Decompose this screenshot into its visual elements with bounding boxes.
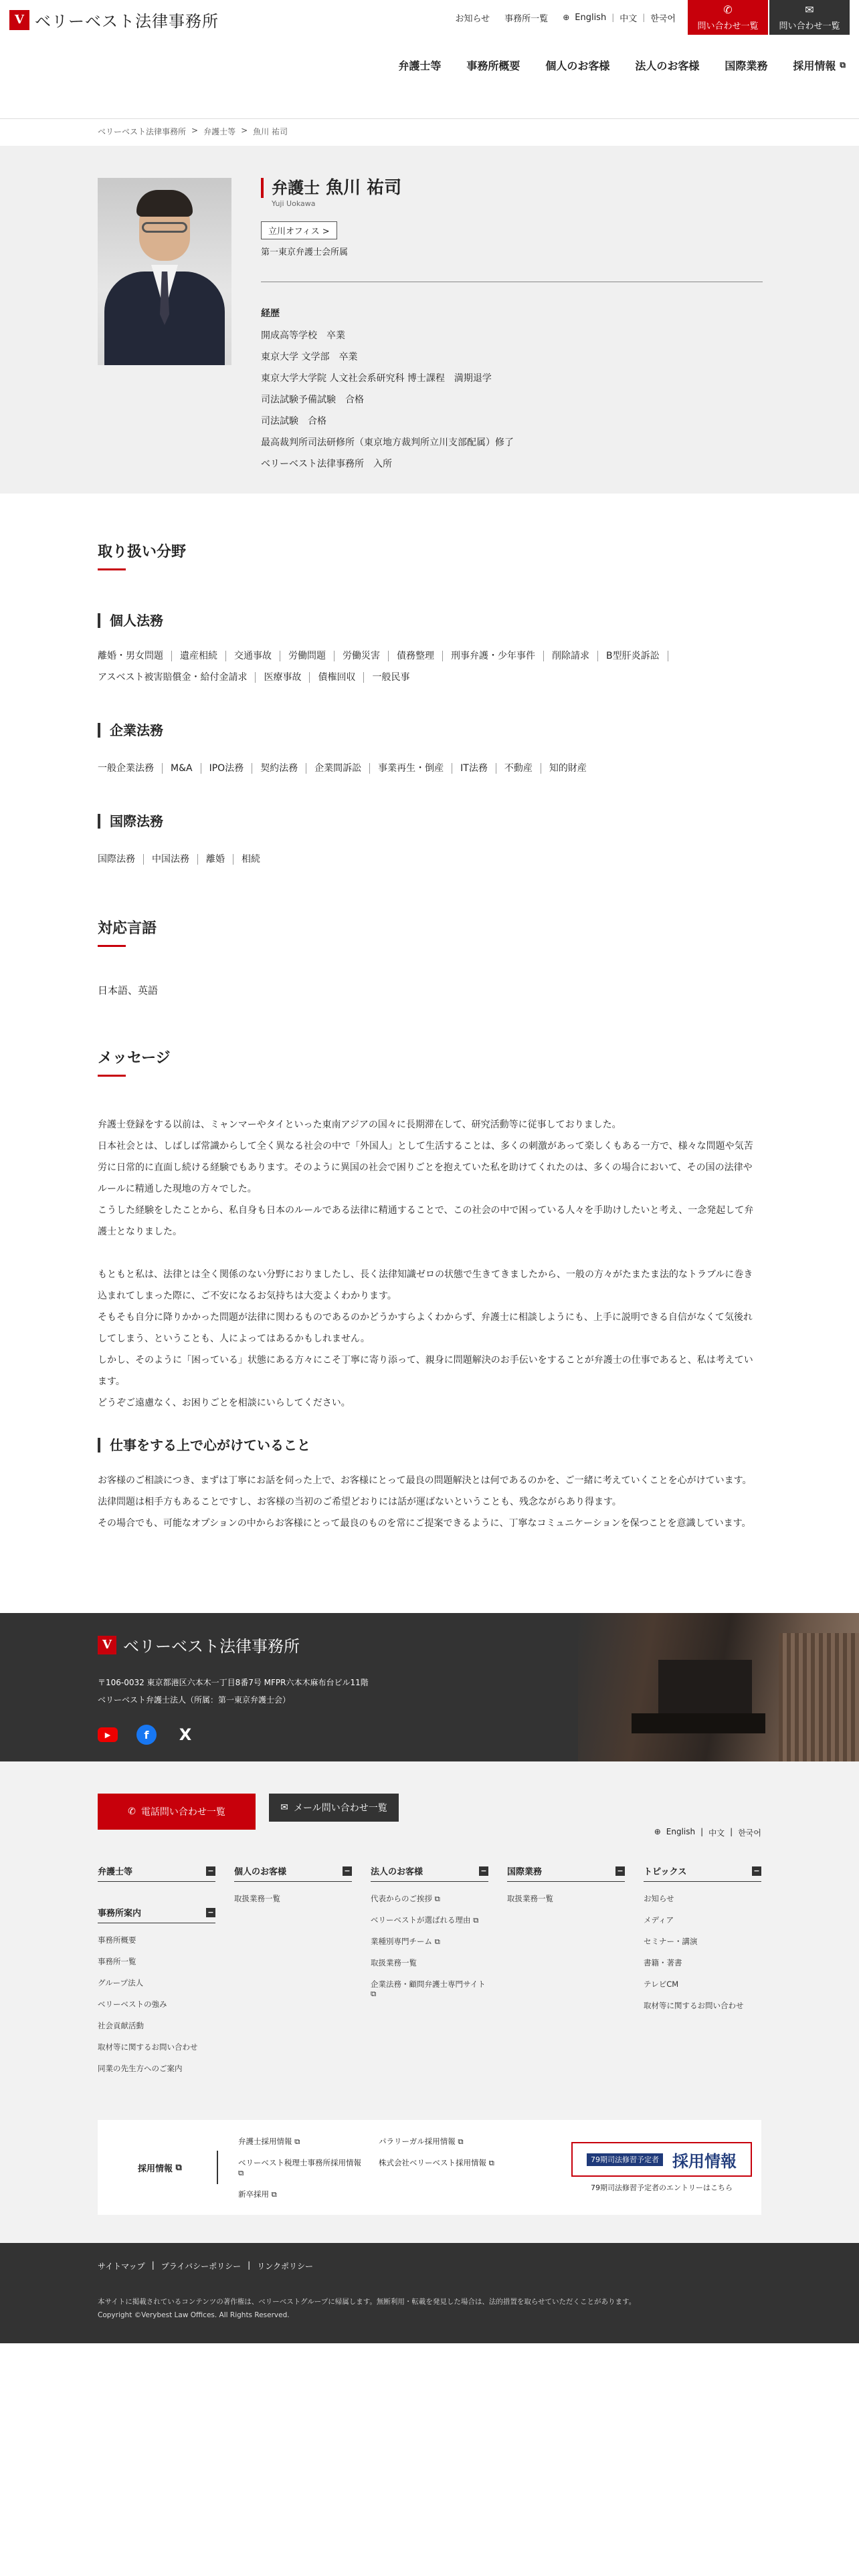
recruit-links (238, 2136, 506, 2199)
global-nav (398, 58, 846, 73)
footer-link[interactable]: グループ法人 (98, 1978, 144, 1988)
intl-tags (98, 849, 761, 870)
breadcrumb-current: 魚川 祐司 (253, 127, 288, 136)
lang-en[interactable]: English (575, 12, 607, 23)
logo-text: ベリーベスト法律事務所 (35, 12, 219, 31)
practice-tag: 労働災害 (335, 651, 389, 661)
footer-link[interactable]: セミナー・講演 (644, 1937, 698, 1946)
nav-item-individual[interactable]: 個人のお客様 (545, 60, 610, 72)
practice-tag: 離婚 (198, 854, 233, 865)
practice-tag: 債務整理 (389, 651, 443, 661)
footer-link[interactable]: メディア (644, 1915, 674, 1925)
recruit-label: 採用情報 ⧉ (98, 2151, 218, 2184)
mail-icon: ✉ (280, 1802, 288, 1813)
practice-tag: 相続 (242, 854, 260, 865)
footer-logo[interactable]: V ベリーベスト法律事務所 (98, 1633, 369, 1656)
practice-tag: 削除請求 (544, 651, 598, 661)
recruit-link[interactable]: 新卒採用 ⧉ (238, 2189, 277, 2199)
lawyer-name: 弁護士 魚川 祐司 (261, 178, 763, 198)
career-item: 最高裁判所司法研修所（東京地方裁判所立川支部配属）修了 (261, 437, 514, 448)
utility-bar (456, 0, 850, 35)
logo-mark-icon: V (9, 10, 29, 30)
footer-col-international (507, 1864, 625, 2085)
message-sub-body (98, 1470, 761, 1534)
recruit-box (98, 2120, 761, 2215)
career-item: 司法試験 合格 (261, 416, 326, 427)
practice-tag: 契約法務 (252, 763, 306, 774)
intl-heading: 国際法務 (98, 814, 761, 829)
practice-tag: 事業再生・倒産 (370, 763, 452, 774)
breadcrumb-home[interactable]: ベリーベスト法律事務所 (98, 127, 187, 136)
corporate-tags (98, 758, 761, 779)
logo-mark-icon: V (98, 1636, 116, 1654)
footer-col-corporate (371, 1864, 488, 2085)
nav-item-corporate[interactable]: 法人のお客様 (635, 60, 700, 72)
recruit-link[interactable]: パラリーガル採用情報 ⧉ (379, 2136, 464, 2146)
footer-link[interactable]: テレビCM (644, 1979, 679, 1989)
practice-tag: 知的財産 (549, 763, 587, 774)
nav-item-about[interactable]: 事務所概要 (466, 60, 520, 72)
lang-en[interactable]: English (666, 1827, 696, 1836)
footer-link[interactable]: 取扱業務一覧 (507, 1894, 553, 1903)
corporate-heading: 企業法務 (98, 723, 761, 738)
social-links (98, 1725, 369, 1745)
footer-link[interactable]: 業種別専門チーム ⧉ (371, 1937, 440, 1946)
recruit-link[interactable]: 株式会社ベリーベスト採用情報 ⧉ (379, 2157, 494, 2167)
site-logo[interactable] (9, 8, 219, 31)
career-item: 開成高等学校 卒業 (261, 330, 345, 341)
message-sub-heading: 仕事をする上で心がけていること (98, 1438, 761, 1453)
minus-icon: − (615, 1866, 625, 1876)
profile-section (0, 146, 859, 494)
recruit-caption: 79期司法修習予定者のエントリーはこちら (591, 2183, 733, 2192)
individual-tags (98, 645, 761, 688)
footer-mail-button[interactable]: ✉ メール問い合わせ一覧 (269, 1794, 399, 1822)
footer-columns (98, 1864, 761, 2085)
footer-col-lawyers (98, 1864, 215, 2085)
footer-link[interactable]: ベリーベストが選ばれる理由 ⧉ (371, 1915, 479, 1925)
lawyer-photo (98, 178, 231, 365)
practice-tag: 離婚・男女問題 (98, 651, 172, 661)
footer-link[interactable]: 事務所一覧 (98, 1957, 136, 1966)
practice-tag: 医療事故 (256, 672, 310, 683)
minus-icon: − (752, 1866, 761, 1876)
footer-col-heading[interactable]: 法人のお客様 − (371, 1864, 488, 1882)
lang-ko[interactable]: 한국어 (738, 1828, 761, 1838)
external-link-icon: ⧉ (434, 1937, 440, 1946)
career-heading: 経歴 (261, 308, 280, 319)
practice-tag: 不動産 (496, 763, 541, 774)
languages-value: 日本語、英語 (98, 984, 159, 996)
recruit-link[interactable]: 弁護士採用情報 ⧉ (238, 2136, 300, 2146)
mail-contact-button[interactable]: ✉ 問い合わせ一覧 (769, 0, 850, 35)
minus-icon: − (206, 1908, 215, 1917)
recruit-banner[interactable]: 79期司法修習予定者 採用情報 79期司法修習予定者のエントリーはこちら (571, 2142, 752, 2193)
footer-link[interactable]: 書籍・著書 (644, 1958, 682, 1967)
lang-zh[interactable]: 中文 (619, 13, 638, 24)
language-switcher: ⊕ English | 中文 | 한국어 (563, 12, 676, 24)
minus-icon: − (479, 1866, 488, 1876)
languages-heading: 対応言語 (98, 917, 761, 947)
practice-tag: アスベスト被害賠償金・給付金請求 (98, 672, 256, 683)
footer-link[interactable]: 事務所概要 (98, 1935, 136, 1945)
mail-icon: ✉ (805, 3, 814, 16)
practice-tag: 労働問題 (280, 651, 335, 661)
message-paragraph: お客様のご相談につき、まずは丁寧にお話を伺った上で、お客様にとって最良の問題解決とは何であるのかを、ご一緒に考えていくことを心がけています。 法律問題は相手方もあることですし、お客様の当初のご希望どおりには話が運ばないということも、残念ながらあり得ます。 その場合でも、可能なオプションの中からお客様にとって最良のものを常にご提案できるように、丁寧なコミュニケーションを保つことを意識しています。 (98, 1475, 752, 1529)
copyright-notice: 本サイトに掲載されているコンテンツの著作権は、ベリーベストグループに帰属します。無断利用・転載を発見した場合は、法的措置を取らせていただくことがあります。 Copyright ©Verybest Law Offices. All Rights Reserved. (98, 2298, 636, 2319)
phone-icon: ✆ (128, 1806, 136, 1817)
message-paragraph: 弁護士登録をする以前は、ミャンマーやタイといった東南アジアの国々に長期滞在して、研究活動等に従事しておりました。 日本社会とは、しばしば常識からして全く異なる社会の中で「外国人」として生活することは、多くの刺激があって楽しくもある一方で、様々な問題や気苦労に日常的に直面し続ける経験でもあります。そのように異国の社会で困りごとを抱えていた私を助けてくれたのは、多くの場合において、その国の法律やルールに精通した現地の方々でした。 こうした経験をしたことから、私自身も日本のルールである法律に精通することで、この社会の中で困っている人々を手助けしたいと考え、一念発起して弁護士となりました。 (98, 1119, 754, 1237)
util-link-offices[interactable]: 事務所一覧 (504, 13, 549, 24)
nav-item-recruit[interactable]: 採用情報 ⧉ (793, 60, 846, 72)
footer-col-individual (234, 1864, 352, 2085)
footer-link[interactable]: 取扱業務一覧 (234, 1894, 280, 1903)
lawyer-name-en: Yuji Uokawa (272, 199, 316, 208)
footer-link[interactable]: 取材等に関するお問い合わせ (644, 2001, 744, 2010)
footer-language-switcher: ⊕ English | 中文 | 한국어 (654, 1827, 761, 1838)
footer-brand (0, 1613, 859, 1761)
globe-icon: ⊕ (563, 13, 570, 22)
practice-tag: 交通事故 (226, 651, 280, 661)
footer-col-topics (644, 1864, 761, 2085)
footer-col-heading[interactable]: 弁護士等 − (98, 1864, 215, 1882)
profile-info (261, 178, 763, 475)
external-link-icon: ⧉ (840, 60, 846, 70)
breadcrumb: ベリーベスト法律事務所 > 弁護士等 > 魚川 祐司 (0, 119, 859, 146)
external-link-icon: ⧉ (473, 1915, 479, 1925)
practice-tag: 刑事弁護・少年事件 (443, 651, 544, 661)
external-link-icon: ⧉ (175, 2162, 182, 2173)
nav-item-lawyers[interactable]: 弁護士等 (398, 60, 442, 72)
footer-link[interactable]: 企業法務・顧問弁護士専門サイト ⧉ (371, 1979, 486, 1998)
footer-phone-button[interactable]: ✆ 電話問い合わせ一覧 (98, 1794, 256, 1830)
footer-link[interactable]: 同業の先生方へのご案内 (98, 2064, 183, 2073)
practice-tag: 一般企業法務 (98, 763, 163, 774)
main-content (0, 540, 859, 1534)
breadcrumb-lawyers[interactable]: 弁護士等 (203, 127, 236, 136)
message-heading: メッセージ (98, 1047, 761, 1077)
practice-tag: 国際法務 (98, 854, 144, 865)
phone-contact-button[interactable]: ✆ 問い合わせ一覧 (688, 0, 768, 35)
footer-address: 〒106-0032 東京都港区六本木一丁目8番7号 MFPR六本木麻布台ビル11階 ベリーベスト弁護士法人（所属：第一東京弁護士会） (98, 1678, 369, 1705)
practice-heading: 取り扱い分野 (98, 540, 761, 570)
footer-col-heading[interactable]: 事務所案内 − (98, 1906, 215, 1923)
minus-icon: − (206, 1866, 215, 1876)
message-paragraph: もともと私は、法律とは全く関係のない分野におりましたし、長く法律知識ゼロの状態で生きてきましたから、一般の方々がたまたま法的なトラブルに巻き込まれてしまった際に、ご不安になるお気持ちは大変よくわかります。 そもそも自分に降りかかった問題が法律に関わるものであるのかどうかすらよくわからず、弁護士に相談しようにも、上手に説明できる自信がなくて気後れしてしまう、ということも、人によってはあるかもしれません。 しかし、そのように「困っている」状態にある方々にこそ丁寧に寄り添って、親身に問題解決のお手伝いをすることが弁護士の仕事であると、私は考えています。 どうぞご遠慮なく、お困りごとを相談にいらしてください。 (98, 1269, 753, 1408)
practice-tag: 遺産相続 (172, 651, 226, 661)
facebook-icon[interactable]: f (136, 1725, 157, 1745)
lang-ko[interactable]: 한국어 (650, 13, 676, 24)
sitemap-link[interactable]: サイトマップ (98, 2262, 145, 2271)
practice-tag: IT法務 (452, 763, 496, 774)
policy-links: サイトマップ | プライバシーポリシー | リンクポリシー (98, 2260, 313, 2271)
footer-col-heading[interactable]: トピックス − (644, 1864, 761, 1882)
footer-nav (0, 1761, 859, 2243)
chevron-right-icon: > (322, 227, 330, 237)
individual-heading: 個人法務 (98, 613, 761, 628)
footer-link[interactable]: お知らせ (644, 1894, 674, 1903)
office-link[interactable]: 立川オフィス > (261, 221, 337, 239)
footer-link[interactable]: 社会貢献活動 (98, 2021, 144, 2030)
nav-item-international[interactable]: 国際業務 (725, 60, 768, 72)
practice-tag: M&A (163, 763, 201, 774)
external-link-icon: ⧉ (434, 1894, 440, 1903)
practice-tag: 企業間訴訟 (306, 763, 370, 774)
external-link-icon: ⧉ (371, 1989, 377, 1998)
footer-link[interactable]: 代表からのご挨拶 ⧉ (371, 1894, 440, 1903)
office-interior-image (578, 1613, 859, 1761)
practice-tag: B型肝炎訴訟 (598, 651, 668, 661)
youtube-icon[interactable]: ▶ (98, 1727, 118, 1742)
util-link-news[interactable]: お知らせ (455, 13, 490, 24)
message-body (98, 1114, 761, 1414)
bar-association: 第一東京弁護士会所属 (261, 247, 349, 257)
x-icon[interactable]: X (179, 1725, 192, 1744)
career-item: 東京大学大学院 人文社会系研究科 博士課程 満期退学 (261, 373, 492, 384)
lang-zh[interactable]: 中文 (708, 1828, 725, 1838)
privacy-link[interactable]: プライバシーポリシー (161, 2262, 242, 2271)
link-policy-link[interactable]: リンクポリシー (257, 2262, 313, 2271)
career-item: 司法試験予備試験 合格 (261, 395, 364, 405)
practice-tag: IPO法務 (201, 763, 253, 774)
site-header (0, 0, 859, 119)
career-item: 東京大学 文学部 卒業 (261, 352, 358, 362)
footer-col-heading[interactable]: 国際業務 − (507, 1864, 625, 1882)
footer-link[interactable]: 取材等に関するお問い合わせ (98, 2042, 198, 2052)
practice-tag: 一般民事 (372, 672, 410, 683)
career-list (261, 325, 763, 475)
footer-link[interactable]: ベリーベストの強み (98, 2000, 167, 2009)
footer-bottom (0, 2243, 859, 2343)
footer-col-heading[interactable]: 個人のお客様 − (234, 1864, 352, 1882)
practice-tag: 債権回収 (310, 672, 364, 683)
practice-tag: 中国法務 (144, 854, 198, 865)
footer-link[interactable]: 取扱業務一覧 (371, 1958, 417, 1967)
globe-icon: ⊕ (654, 1827, 661, 1836)
career-item: ベリーベスト法律事務所 入所 (261, 459, 392, 469)
phone-icon: ✆ (723, 3, 733, 16)
minus-icon: − (343, 1866, 352, 1876)
recruit-link[interactable]: ベリーベスト税理士事務所採用情報 ⧉ (238, 2157, 361, 2177)
